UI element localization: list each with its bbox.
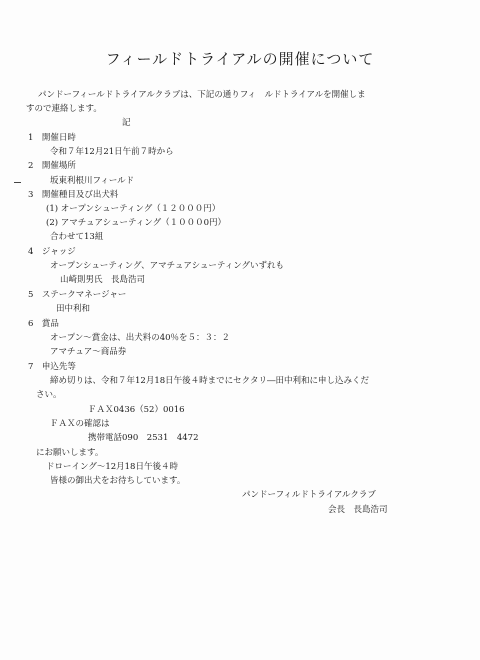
section-1-date: 令和７年12月21日午前７時から bbox=[50, 147, 174, 157]
section-5-manager: 田中利和 bbox=[56, 304, 91, 314]
margin-mark bbox=[14, 182, 21, 183]
section-2-venue: 坂東利根川フィールド bbox=[50, 176, 135, 186]
closing-line: 皆様の御出犬をお待ちしています。 bbox=[50, 476, 186, 486]
request-line: にお願いします。 bbox=[36, 448, 104, 458]
ki-heading: 記 bbox=[122, 118, 131, 128]
fax-confirm: ＦＡＸの確認は bbox=[50, 419, 110, 429]
section-3-heading: 3 開催種目及び出犬料 bbox=[28, 190, 119, 200]
drawing-line: ドローイング～12月18日午後４時 bbox=[46, 462, 178, 472]
section-3-item-1: (1) オープンシューティング（１２０００円） bbox=[46, 204, 221, 214]
section-4-judges: 山崎則男氏 長島浩司 bbox=[60, 275, 146, 285]
section-4-line-1: オープンシューティング、アマチュアシューティングいずれも bbox=[50, 261, 285, 271]
section-3-item-2: (2) アマチュアシューティング（１０００0円） bbox=[46, 218, 227, 228]
signature-org: パンドーフィルドトライアルクラブ bbox=[242, 490, 376, 500]
section-3-total: 合わせて13組 bbox=[50, 232, 104, 242]
section-7-deadline-cont: さい。 bbox=[36, 390, 62, 400]
section-6-amateur-prize: アマチュア～商品券 bbox=[50, 347, 127, 357]
section-6-open-prize: オープン～賞金は、出犬料の40％を５：３：２ bbox=[50, 333, 231, 343]
intro-line-2: すので連絡します。 bbox=[26, 104, 102, 114]
section-2-heading: 2 開催場所 bbox=[28, 161, 76, 171]
fax-number: ＦＡＸ0436（52）0016 bbox=[88, 405, 185, 415]
intro-line-1: パンドーフィールドトライアルクラブは、下記の通りフィ ルドトライアルを開催しま bbox=[38, 90, 366, 100]
section-4-heading: 4 ジャッジ bbox=[28, 247, 76, 257]
section-6-heading: 6 賞品 bbox=[28, 319, 59, 329]
section-5-heading: 5 ステークマネージャー bbox=[28, 290, 127, 300]
signature-president: 会長 長島浩司 bbox=[328, 505, 388, 515]
section-7-heading: 7 申込先等 bbox=[28, 362, 76, 372]
mobile-number: 携帯電話090 2531 4472 bbox=[88, 433, 199, 443]
section-7-deadline: 締め切りは、令和７年12月18日午後４時までにセクタリ―田中利和に申し込みくだ bbox=[50, 376, 369, 386]
document-title: フィールドトライアルの開催について bbox=[105, 50, 375, 68]
section-1-heading: 1 開催日時 bbox=[28, 133, 76, 143]
